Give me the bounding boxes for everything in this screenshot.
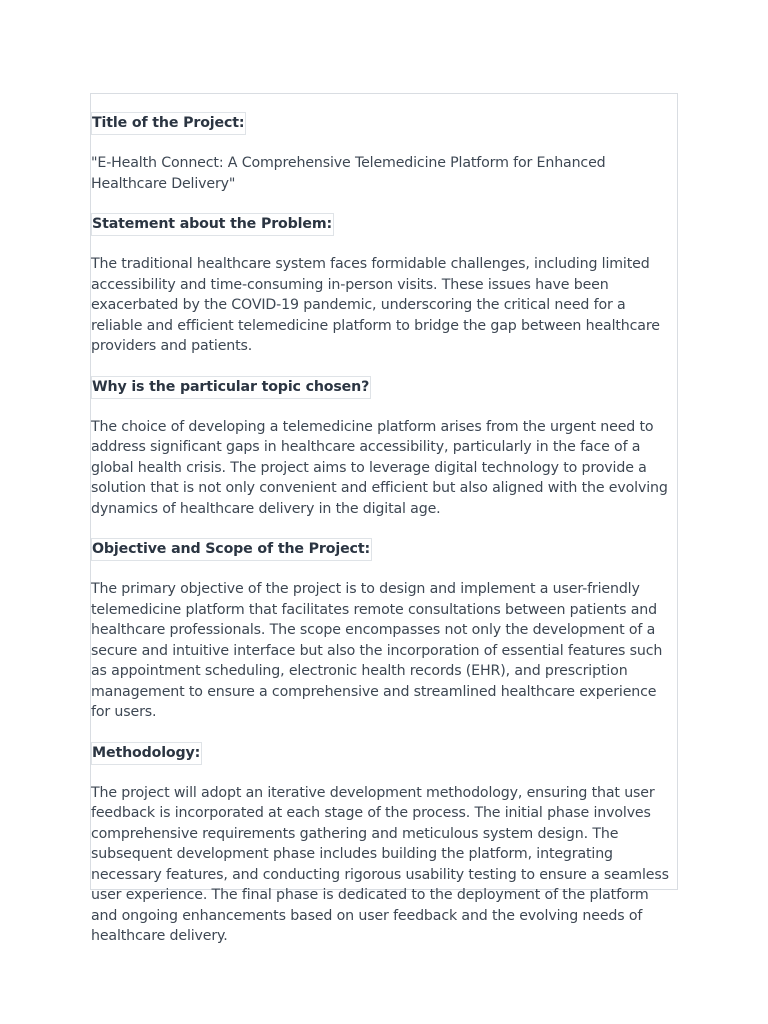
section-body: The choice of developing a telemedicine platform arises from the urgent need to address significant gaps in healthcare accessibility, particularly in the face of a global health crisis. The project aims to leverage digital technology to provide a solution that is not only convenient and efficient but also aligned with the evolving dynamics of healthcare delivery in the digital age. [91,418,668,517]
section-topic-rationale [91,376,679,398]
document-body [91,112,679,947]
section-heading: Title of the Project: [91,112,246,135]
section-heading: Objective and Scope of the Project: [91,538,372,561]
section-body: The project will adopt an iterative development methodology, ensuring that user feedback is incorporated at each stage of the process. The initial phase involves comprehensive requirements gathering and meticulous system design. The subsequent development phase includes building the platform, integrating necessary features, and conducting rigorous usability testing to ensure a seamless user experience. The final phase is dedicated to the deployment of the platform and ongoing enhancements based on user feedback and the evolving needs of healthcare delivery. [91,784,669,944]
section-body: The primary objective of the project is to design and implement a user-friendly telemedicine platform that facilitates remote consultations between patients and healthcare professionals. The scope encompasses not only the development of a secure and intuitive interface but also the incorporation of essential features such as appointment scheduling, electronic health records (EHR), and prescription management to ensure a comprehensive and streamlined healthcare experience for users. [91,581,663,720]
section-methodology [91,742,679,764]
section-body: "E-Health Connect: A Comprehensive Telemedicine Platform for Enhanced Healthcare Delivery" [91,155,606,192]
section-body: The traditional healthcare system faces formidable challenges, including limited accessibility and time-consuming in-person visits. These issues have been exacerbated by the COVID-19 pandemic, underscoring the critical need for a reliable and efficient telemedicine platform to bridge the gap between healthcare providers and patients. [91,256,660,354]
document-page [90,93,678,944]
section-problem-statement [91,213,679,235]
section-title-of-project [91,112,679,134]
section-heading: Why is the particular topic chosen? [91,376,371,399]
section-objective-scope [91,538,679,560]
section-heading: Methodology: [91,742,202,765]
section-heading: Statement about the Problem: [91,213,334,236]
